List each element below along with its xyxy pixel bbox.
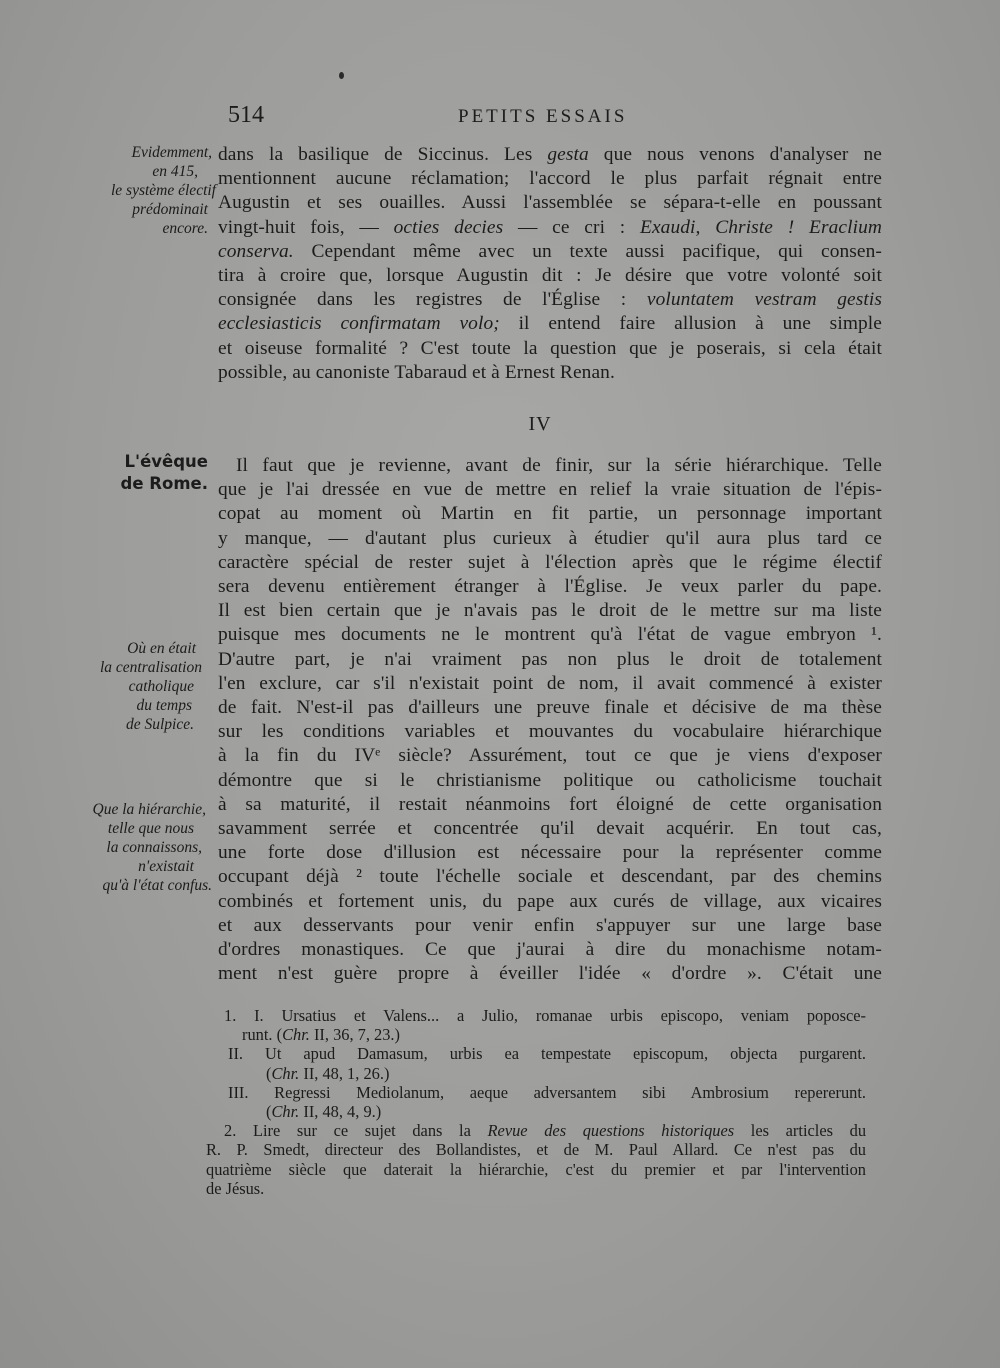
text-run: III. Regressi Mediolanum, aeque adversantem sibi Ambrosium repererunt. — [228, 1082, 866, 1102]
text-line — [218, 962, 882, 986]
text-run: copat au moment où Martin en fit partie, un personnage important — [218, 503, 882, 525]
text-run: mentionnent aucune réclamation; l'accord le plus parfait régnait entre — [218, 168, 882, 190]
text-run: ment n'est guère propre à éveiller l'idée « d'ordre ». C'était une — [218, 963, 882, 985]
text-line — [218, 288, 882, 312]
margin-note-electoral-system — [100, 143, 216, 238]
text-run: puisque mes documents ne le montrent qu'à l'état de vague embryon ¹. — [218, 624, 882, 646]
text-run: II, 36, 7, 23.) — [309, 1025, 400, 1045]
text-run: consignée dans les registres de l'Église : — [218, 289, 647, 311]
margin-note-line: Evidemment, — [131, 144, 212, 161]
margin-note-centralisation — [90, 639, 202, 734]
italic-text: conserva. — [218, 240, 294, 262]
margin-note-line: de Rome. — [120, 474, 208, 493]
text-run: y manque, — d'autant plus curieux à étudier qu'il aura plus tard ce — [218, 527, 882, 549]
text-line — [218, 865, 882, 889]
text-line — [218, 672, 882, 696]
footnote-line — [206, 1140, 866, 1159]
footnote-line — [206, 1179, 866, 1198]
italic-text: Chr. — [282, 1025, 310, 1045]
margin-note-line: du temps — [136, 697, 192, 714]
text-run: l'en exclure, car s'il n'existait point de nom, il avait commencé à exister — [218, 672, 882, 694]
margin-note-hierarchy — [78, 800, 212, 895]
italic-text: voluntatem vestram gestis — [646, 289, 882, 311]
text-run: II. Ut apud Damasum, urbis ea tempestate episcopum, objecta purgarent. — [228, 1044, 866, 1064]
margin-note-line: la centralisation — [99, 659, 202, 676]
italic-text: Chr. — [271, 1102, 300, 1122]
text-line — [218, 793, 882, 817]
text-run: d'ordres monastiques. Ce que j'aurai à dire du monachisme notam- — [218, 939, 882, 961]
italic-text: Chr. — [271, 1063, 300, 1083]
text-run: runt. ( — [242, 1025, 283, 1045]
text-run: et oiseuse formalité ? C'est toute la question que je poserais, si cela était — [218, 337, 882, 359]
text-run: les articles du — [734, 1121, 866, 1141]
text-run: que nous venons d'analyser ne — [588, 144, 882, 165]
text-run: 1. I. Ursatius et Valens... a Julio, romanae urbis episcopo, veniam poposce- — [224, 1006, 866, 1025]
text-run: dans la basilique de Siccinus. Les — [218, 144, 548, 165]
footnotes — [206, 1006, 866, 1198]
text-run: Il faut que je revienne, avant de finir, sur la série hiérarchique. Telle — [236, 455, 882, 476]
margin-note-line: telle que nous — [107, 820, 194, 837]
text-run: savamment serrée et concentrée qu'il devait acquérir. En tout cas, — [218, 818, 882, 840]
text-line — [218, 216, 882, 240]
text-line — [218, 648, 882, 672]
text-line — [218, 264, 882, 288]
text-line — [218, 167, 882, 191]
footnote-line — [206, 1006, 866, 1025]
text-line — [218, 623, 882, 647]
text-run: à la fin du IVᵉ siècle? Assurément, tout ce que je viens d'exposer — [218, 745, 882, 767]
paragraph-hierarchy — [218, 454, 882, 986]
text-run: combinés et fortement unis, du pape aux curés de village, aux vicaires — [218, 890, 882, 912]
text-run: quatrième siècle que daterait la hiérarchie, c'est du premier et par l'intervention — [206, 1159, 866, 1179]
margin-note-line: la connaissons, — [106, 839, 202, 856]
italic-text: Revue des questions historiques — [487, 1121, 735, 1141]
italic-text: Exaudi, Christe ! Eraclium — [640, 216, 882, 238]
text-run: — ce cri : — [503, 216, 641, 238]
text-run: il entend faire allusion à une simple — [499, 313, 882, 335]
text-run: à sa maturité, il restait néanmoins fort éloigné de cette organisation — [218, 793, 882, 815]
margin-note-line: Que la hiérarchie, — [92, 801, 206, 818]
margin-note-bishop-of-rome — [108, 451, 208, 495]
margin-note-line: n'existait — [138, 858, 194, 875]
footnote-line — [206, 1025, 866, 1044]
text-run: tira à croire que, lorsque Augustin dit : Je désire que votre volonté soit — [218, 265, 882, 287]
text-run: démontre que si le christianisme politique ou catholicisme touchait — [218, 769, 882, 791]
text-line — [218, 575, 882, 599]
text-line — [218, 599, 882, 623]
margin-note-line: de Sulpice. — [125, 716, 194, 733]
text-run: II, 48, 4, 9.) — [299, 1102, 382, 1122]
italic-text: gesta — [547, 144, 589, 165]
text-line — [218, 312, 882, 336]
text-run: occupant déjà ² toute l'échelle sociale et descendant, par des chemins — [218, 866, 882, 888]
text-line — [218, 914, 882, 938]
margin-note-line: encore. — [162, 220, 208, 237]
text-run: II, 48, 1, 26.) — [299, 1063, 390, 1083]
italic-text: octies decies — [393, 216, 504, 238]
text-run: sera devenu entièrement étranger à l'Église. Je veux parler du pape. — [218, 576, 882, 598]
text-line — [218, 551, 882, 575]
margin-note-line: prédominait — [132, 201, 208, 218]
text-run: et aux desservants pour venir enfin s'appuyer sur une large base — [218, 914, 882, 936]
text-line — [218, 502, 882, 526]
text-run: possible, au canoniste Tabaraud et à Ernest Renan. — [218, 361, 615, 383]
text-run: sur les conditions variables et mouvantes du vocabulaire hiérarchique — [218, 721, 882, 743]
text-line — [218, 817, 882, 841]
text-line — [218, 769, 882, 793]
ink-spot — [339, 72, 344, 79]
text-line — [218, 841, 882, 865]
text-line — [218, 143, 882, 167]
page-number: 514 — [228, 102, 264, 128]
text-run: une forte dose d'illusion est nécessaire pour la représenter comme — [218, 842, 882, 864]
text-line — [218, 361, 882, 385]
text-run: vingt-huit fois, — — [218, 216, 394, 238]
text-run: que je l'ai dressée en vue de mettre en relief la vraie situation de l'épis- — [218, 479, 882, 501]
footnote-line — [206, 1064, 866, 1083]
paragraph-gesta — [218, 143, 882, 385]
text-run: de fait. N'est-il pas d'ailleurs une preuve finale et décisive de ma thèse — [218, 697, 882, 719]
text-line — [218, 720, 882, 744]
text-run: Cependant même avec un texte aussi pacifique, qui consen- — [293, 240, 882, 262]
margin-note-line: catholique — [128, 678, 194, 695]
text-line — [218, 454, 882, 478]
text-run: ( — [266, 1063, 272, 1083]
footnote-line — [206, 1160, 866, 1179]
footnote-line — [206, 1083, 866, 1102]
text-line — [218, 744, 882, 768]
text-line — [218, 696, 882, 720]
footnote-line — [206, 1121, 866, 1140]
text-run: de Jésus. — [206, 1178, 265, 1198]
text-line — [218, 191, 882, 215]
text-line — [218, 890, 882, 914]
text-run: ( — [266, 1102, 272, 1122]
footnote-line — [206, 1044, 866, 1063]
margin-note-line: L'évêque — [124, 452, 208, 471]
text-run: D'autre part, je n'ai vraiment pas non plus le droit de totalement — [218, 648, 882, 670]
text-run: Augustin et ses ouailles. Aussi l'assemblée se sépara-t-elle en poussant — [218, 192, 882, 214]
margin-note-line: Où en était — [127, 640, 196, 657]
page-header — [228, 102, 878, 132]
text-run: R. P. Smedt, directeur des Bollandistes, et de M. Paul Allard. Ce n'est pas du — [206, 1140, 866, 1160]
text-line — [218, 240, 882, 264]
italic-text: ecclesiasticis confirmatam volo; — [218, 313, 500, 335]
footnote-line — [206, 1102, 866, 1121]
text-line — [218, 337, 882, 361]
text-line — [218, 527, 882, 551]
text-line — [218, 478, 882, 502]
margin-note-line: en 415, — [152, 163, 198, 180]
margin-note-line: qu'à l'état confus. — [102, 877, 212, 894]
text-run: Il est bien certain que je n'avais pas le droit de le mettre sur ma liste — [218, 600, 882, 622]
section-heading: IV — [528, 413, 552, 435]
margin-note-line: le système électif — [110, 182, 216, 199]
running-head: PETITS ESSAIS — [458, 106, 628, 127]
text-line — [218, 938, 882, 962]
text-run: caractère spécial de rester sujet à l'élection après que le régime électif — [218, 551, 882, 573]
text-run: 2. Lire sur ce sujet dans la — [224, 1121, 488, 1141]
